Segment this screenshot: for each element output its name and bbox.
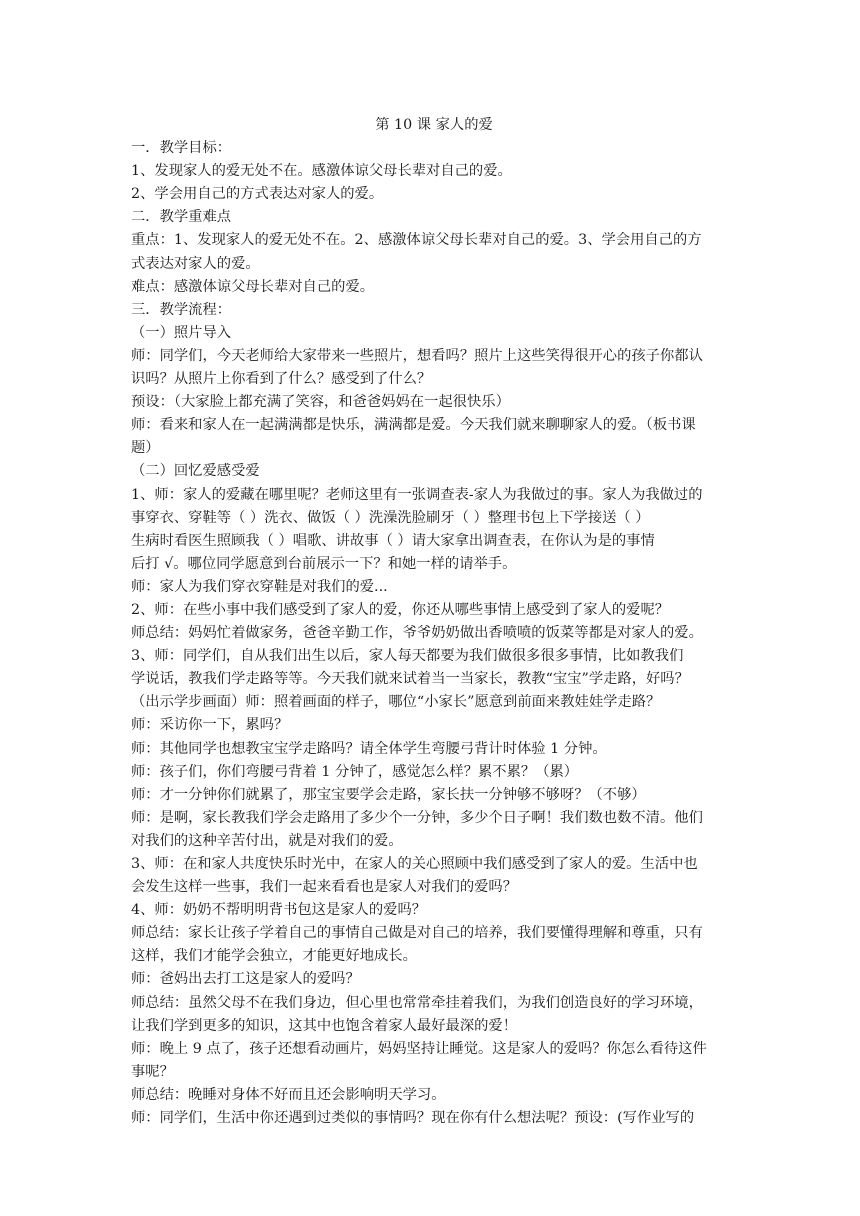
text-line: 师：才一分钟你们就累了，那宝宝要学会走路，家长扶一分钟够不够呀？（不够） <box>131 786 646 803</box>
text-line: 生病时看医生照顾我（ ）唱歌、讲故事（ ）请大家拿出调查表，在你认为是的事情 <box>131 532 655 549</box>
text-line: 事呢？ <box>131 1063 174 1080</box>
text-line: 会发生这样一些事，我们一起来看看也是家人对我们的爱吗？ <box>131 879 518 896</box>
text-line: 预设：（大家脸上都充满了笑容，和爸爸妈妈在一起很快乐） <box>131 394 510 411</box>
text-line: 4、师：奶奶不帮明明背书包这是家人的爱吗？ <box>131 902 427 919</box>
text-line: 师：晚上 9 点了，孩子还想看动画片，妈妈坚持让睡觉。这是家人的爱吗？你怎么看待这件 <box>131 1040 707 1057</box>
text-line: 三．教学流程： <box>131 301 232 318</box>
text-line: 识吗？从照片上你看到了什么？感受到了什么？ <box>131 371 432 388</box>
text-line: 这样，我们才能学会独立，才能更好地成长。 <box>131 948 417 965</box>
text-line: 重点：1、发现家人的爱无处不在。2、感激体谅父母长辈对自己的爱。3、学会用自己的方 <box>131 232 702 249</box>
text-line: 3、师：在和家人共度快乐时光中，在家人的关心照顾中我们感受到了家人的爱。生活中也 <box>131 856 698 872</box>
text-line: 2、师：在些小事中我们感受到了家人的爱，你还从哪些事情上感受到了家人的爱呢？ <box>131 601 670 618</box>
text-line: 后打 √。哪位同学愿意到台前展示一下？和她一样的请举手。 <box>131 555 517 572</box>
text-lines <box>131 137 737 1130</box>
text-line: 师总结：虽然父母不在我们身边，但心里也常常牵挂着我们，为我们创造良好的学习环境， <box>131 994 703 1011</box>
text-line: 师：是啊，家长教我们学会走路用了多少个一分钟，多少个日子啊！我们数也数不清。他们 <box>131 809 703 826</box>
text-line: 学说话，教我们学走路等等。今天我们就来试着当一当家长，教教“宝宝”学走路，好吗？ <box>131 671 689 688</box>
text-line: 师：同学们，生活中你还遇到过类似的事情吗？现在你有什么想法呢？预设：(写作业写的 <box>131 1110 695 1127</box>
text-line: 让我们学到更多的知识，这其中也饱含着家人最好最深的爱！ <box>131 1017 518 1034</box>
text-line: （一）照片导入 <box>131 324 232 341</box>
text-line: 事穿衣、穿鞋等（ ）洗衣、做饭（ ）洗澡洗脸刷牙（ ）整理书包上下学接送（ ） <box>131 509 650 526</box>
document-body <box>131 114 737 1130</box>
text-line: 3、师：同学们，自从我们出生以后，家人每天都要为我们做很多很多事情，比如教我们 <box>131 648 684 665</box>
page-title: 第 10 课 家人的爱 <box>375 117 493 133</box>
text-line: 1、师：家人的爱藏在哪里呢？老师这里有一张调查表-家人为我做过的事。家人为我做过的 <box>131 486 703 503</box>
text-line: 对我们的这种辛苦付出，就是对我们的爱。 <box>131 832 403 849</box>
text-line: 师：看来和家人在一起满满都是快乐，满满都是爱。今天我们就来聊聊家人的爱。（板书课 <box>131 417 696 434</box>
text-line: 题） <box>131 440 160 457</box>
text-line: 2、学会用自己的方式表达对家人的爱。 <box>131 186 384 203</box>
text-line: 1、发现家人的爱无处不在。感激体谅父母长辈对自己的爱。 <box>131 163 512 180</box>
text-line: （出示学步画面）师：照着画面的样子，哪位“小家长”愿意到前面来教娃娃学走路？ <box>131 694 661 711</box>
text-line: 师：孩子们，你们弯腰弓背着 1 分钟了，感觉怎么样？累不累？（累） <box>131 763 579 780</box>
text-line: 师：采访你一下，累吗？ <box>131 717 289 734</box>
text-line: 师：同学们，今天老师给大家带来一些照片，想看吗？照片上这些笑得很开心的孩子你都认 <box>131 347 703 364</box>
text-line: 一．教学目标： <box>131 140 232 157</box>
text-line: 式表达对家人的爱。 <box>131 255 260 272</box>
text-line: 难点：感激体谅父母长辈对自己的爱。 <box>131 278 375 295</box>
text-line: （二）回忆爱感受爱 <box>131 463 260 480</box>
text-line: 师总结：晚睡对身体不好而且还会影响明天学习。 <box>131 1086 446 1103</box>
text-line: 师总结：妈妈忙着做家务，爸爸辛勤工作，爷爷奶奶做出香喷喷的饭菜等都是对家人的爱。 <box>131 625 703 642</box>
text-line: 二．教学重难点 <box>131 209 232 226</box>
text-line: 师：其他同学也想教宝宝学走路吗？请全体学生弯腰弓背计时体验 1 分钟。 <box>131 740 607 757</box>
text-line: 师：爸妈出去打工这是家人的爱吗？ <box>131 971 360 988</box>
text-line: 师：家人为我们穿衣穿鞋是对我们的爱... <box>131 578 388 595</box>
text-line: 师总结：家长让孩子学着自己的事情自己做是对自己的培养，我们要懂得理解和尊重，只有 <box>131 925 703 942</box>
